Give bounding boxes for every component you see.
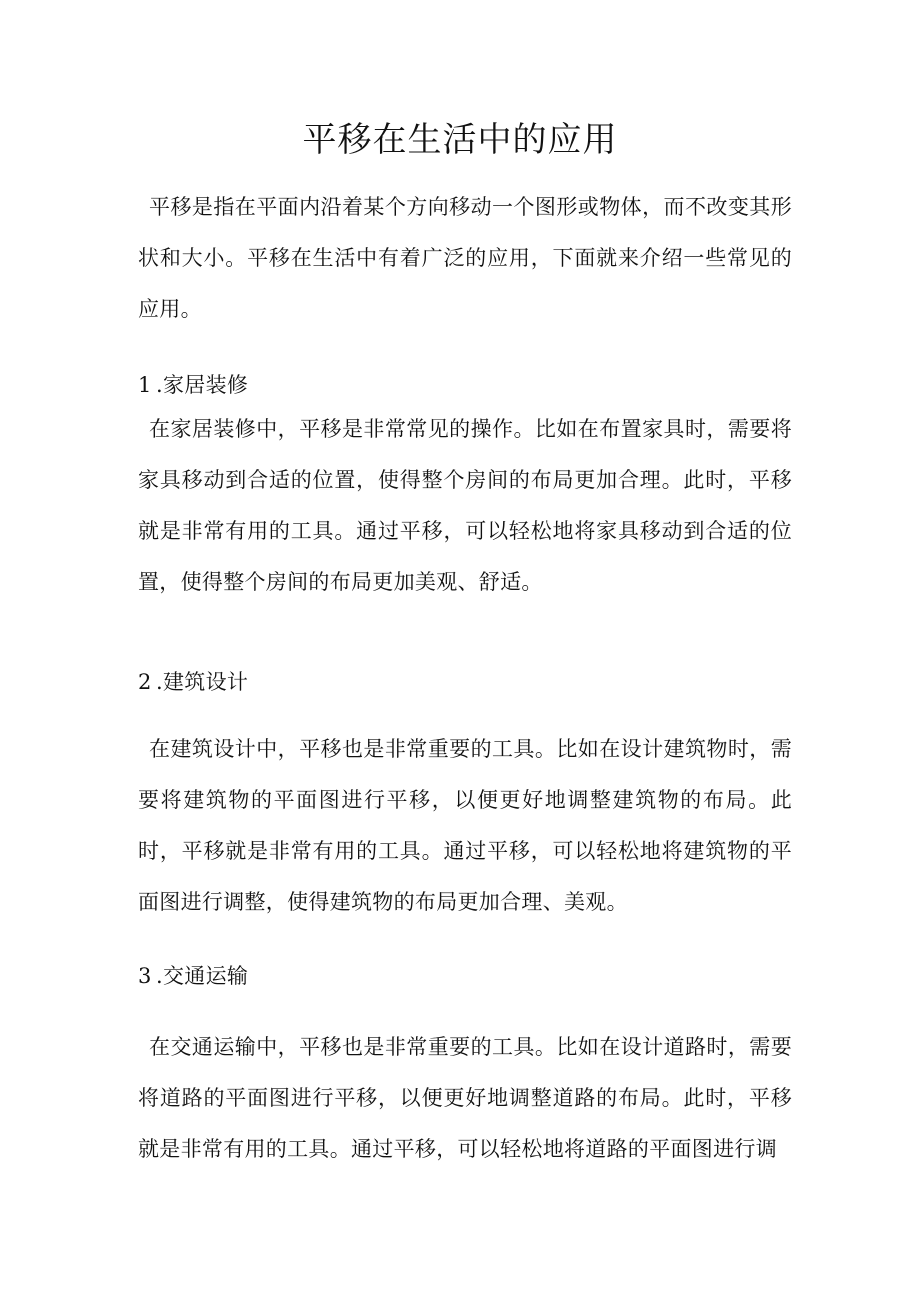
section-title: .家居装修	[156, 373, 249, 397]
section-body-2: 在建筑设计中，平移也是非常重要的工具。比如在设计建筑物时，需要将建筑物的平面图进行平移，以便更好地调整建筑物的布局。此时，平移就是非常有用的工具。通过平移，可以轻松地将建筑物的平面图进行调整，使得建筑物的布局更加合理、美观。	[138, 737, 792, 914]
section-heading-3	[138, 956, 792, 996]
section-number: 2	[138, 670, 152, 694]
intro-paragraph: 平移是指在平面内沿着某个方向移动一个图形或物体，而不改变其形状和大小。平移在生活中有着广泛的应用，下面就来介绍一些常见的应用。	[138, 195, 792, 321]
section-body-1: 在家居装修中，平移是非常常见的操作。比如在布置家具时，需要将家具移动到合适的位置，使得整个房间的布局更加合理。此时，平移就是非常有用的工具。通过平移，可以轻松地将家具移动到合适的位置，使得整个房间的布局更加美观、舒适。	[138, 417, 792, 594]
section-number: 1	[138, 373, 152, 397]
section-title: .交通运输	[156, 964, 249, 988]
section-number: 3	[138, 964, 152, 988]
section-heading-1	[138, 365, 792, 405]
document-title: 平移在生活中的应用	[302, 120, 618, 160]
section-heading-2	[138, 662, 792, 702]
section-body-3: 在交通运输中，平移也是非常重要的工具。比如在设计道路时，需要将道路的平面图进行平移，以便更好地调整道路的布局。此时，平移就是非常有用的工具。通过平移，可以轻松地将道路的平面图进行调	[138, 1035, 792, 1161]
section-title: .建筑设计	[156, 670, 249, 694]
